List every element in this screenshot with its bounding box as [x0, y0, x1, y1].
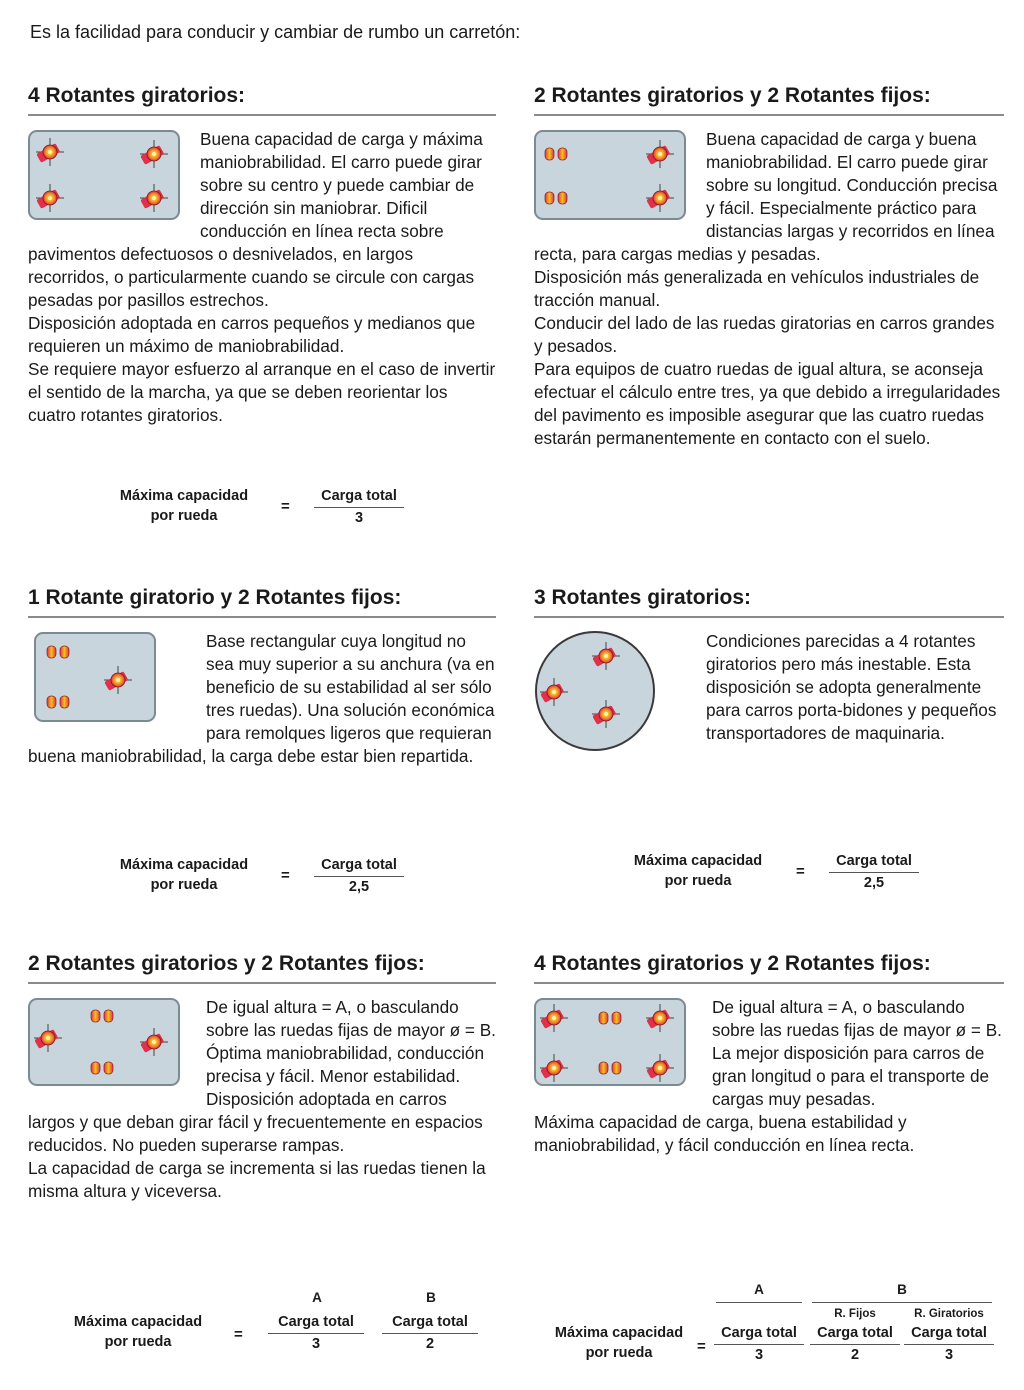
formula-denominator-b-fixed: 2: [850, 1347, 860, 1363]
paragraph: Condiciones parecidas a 4 rotantes giratorios pero más inestable. Esta disposición se adopta generalmente para carros porta-bidones y pequeños transportadores de maquinaria.: [706, 631, 997, 743]
formula-denominator: 2,5: [863, 875, 885, 891]
paragraph: La mejor disposición para carros de gran longitud o para el transporte de cargas muy pesadas.: [712, 1043, 990, 1109]
formula-left-line2: por rueda: [664, 873, 732, 889]
paragraph: Para equipos de cuatro ruedas de igual altura, se aconseja efectuar el cálculo entre tres, ya que debido a irregularidades del pavimento es imposible asegurar que las cuatro ruedas estarán permanentemente en contacto con el suelo.: [534, 359, 1001, 448]
formula-left-line2: por rueda: [104, 1334, 172, 1350]
paragraph: Disposición más generalizada en vehículos industriales de tracción manual.: [534, 267, 980, 310]
cart-diagram-4-swivel-2-fixed: [534, 998, 686, 1090]
formula-equals: =: [697, 1338, 706, 1355]
formula-numerator: Carga total: [829, 851, 919, 873]
paragraph: Buena capacidad de carga y buena maniobrabilidad. El carro puede girar sobre su longitud. Conducción precisa y fácil. Especialmente práctico para distancias largas y recorridos en línea recta, para cargas medias y pesadas.: [534, 129, 998, 264]
paragraph: De igual altura = A, o basculando sobre las ruedas fijas de mayor ø = B.: [206, 997, 496, 1040]
formula-label-a: A: [312, 1290, 322, 1305]
formula-denominator-a: 3: [754, 1347, 764, 1363]
formula-denominator-b: 2: [425, 1336, 435, 1352]
section-title: 3 Rotantes giratorios:: [534, 586, 1004, 618]
formula-left-line1: Máxima capacidad: [633, 853, 763, 869]
formula-numerator-b-fixed: Carga total: [810, 1323, 900, 1345]
formula-numerator-a: Carga total: [714, 1323, 804, 1345]
section-1-swivel-2-fixed: [28, 586, 496, 768]
section-4-swivel: [28, 84, 496, 427]
formula-numerator: Carga total: [314, 486, 404, 508]
section-3-swivel: [534, 586, 1004, 756]
cart-diagram-1-swivel-2-fixed: [34, 632, 158, 724]
paragraph: Base rectangular cuya longitud no sea muy superior a su anchura (va en beneficio de su estabilidad al ser sólo tres ruedas). Una solución económica para remolques ligeros que requieran buena maniobrabilidad, la carga debe estar bien repartida.: [28, 631, 495, 766]
formula-label-b: B: [426, 1290, 436, 1305]
paragraph: Se requiere mayor esfuerzo al arranque en el caso de invertir el sentido de la marcha, ya que se deben reorientar los cuatro rotantes giratorios.: [28, 359, 496, 425]
formula-denominator: 3: [354, 510, 364, 526]
paragraph: Máxima capacidad de carga, buena estabilidad y maniobrabilidad, y fácil conducción en línea recta.: [534, 1112, 915, 1155]
formula-left-line1: Máxima capacidad: [73, 1314, 203, 1330]
paragraph: Óptima maniobrabilidad, conducción precisa y fácil. Menor estabilidad.: [206, 1043, 485, 1086]
cart-diagram-4-swivel: [28, 130, 180, 222]
formula-4-swivel-2-fixed: [540, 1278, 1002, 1378]
paragraph: De igual altura = A, o basculando sobre las ruedas fijas de mayor ø = B.: [712, 997, 1002, 1040]
section-2-swivel-2-fixed-staggered: [28, 952, 496, 1203]
formula-equals: =: [281, 498, 290, 515]
intro-text: Es la facilidad para conducir y cambiar de rumbo un carretón:: [30, 22, 521, 42]
cart-diagram-2-swivel-2-fixed: [534, 130, 686, 222]
cart-diagram-2-swivel-2-fixed-staggered: [28, 998, 180, 1090]
formula-1-swivel-2-fixed: [108, 855, 408, 899]
formula-denominator: 2,5: [348, 879, 370, 895]
paragraph: Buena capacidad de carga y máxima maniobrabilidad. El carro puede girar sobre su centro y puede cambiar de dirección sin maniobrar. Dificil conducción en línea recta sobre pavimentos defectuosos o desnivelados, en largos recorridos, o particularmente cuando se circule con cargas pesadas por pasillos estrechos.: [28, 129, 483, 310]
section-2-swivel-2-fixed: [534, 84, 1004, 450]
formula-4-swivel: [108, 486, 408, 530]
cart-diagram-3-swivel: [534, 630, 656, 752]
paragraph: Disposición adoptada en carros pequeños y medianos que requieren un máximo de maniobrabilidad.: [28, 313, 476, 356]
section-title: 4 Rotantes giratorios y 2 Rotantes fijos:: [534, 952, 1004, 984]
formula-equals: =: [281, 867, 290, 884]
section-title: 1 Rotante giratorio y 2 Rotantes fijos:: [28, 586, 496, 618]
formula-left-line2: por rueda: [150, 877, 218, 893]
formula-sublabel-swivel: R. Giratorios: [914, 1308, 984, 1320]
formula-left-line2: por rueda: [150, 508, 218, 524]
section-title: 2 Rotantes giratorios y 2 Rotantes fijos:: [28, 952, 496, 984]
formula-left-line2: por rueda: [585, 1345, 653, 1361]
formula-left-line1: Máxima capacidad: [554, 1325, 684, 1341]
formula-sublabel-fixed: R. Fijos: [834, 1308, 876, 1320]
section-title: 4 Rotantes giratorios:: [28, 84, 496, 116]
formula-numerator-b: Carga total: [382, 1312, 478, 1334]
section-title: 2 Rotantes giratorios y 2 Rotantes fijos:: [534, 84, 1004, 116]
formula-numerator-a: Carga total: [268, 1312, 364, 1334]
section-4-swivel-2-fixed: [534, 952, 1004, 1157]
formula-left-line1: Máxima capacidad: [119, 488, 249, 504]
formula-label-a: A: [754, 1282, 764, 1297]
formula-2-swivel-2-fixed-staggered: [58, 1290, 478, 1360]
formula-numerator-b-swivel: Carga total: [904, 1323, 994, 1345]
formula-equals: =: [234, 1326, 243, 1343]
formula-denominator-a: 3: [311, 1336, 321, 1352]
formula-3-swivel: [622, 851, 922, 895]
formula-equals: =: [796, 863, 805, 880]
formula-left-line1: Máxima capacidad: [119, 857, 249, 873]
formula-label-b: B: [897, 1282, 907, 1297]
paragraph: La capacidad de carga se incrementa si las ruedas tienen la misma altura y viceversa.: [28, 1158, 486, 1201]
paragraph: Disposición adoptada en carros largos y que deban girar fácil y frecuentemente en espacios reducidos. No pueden superarse rampas.: [28, 1089, 483, 1155]
paragraph: Conducir del lado de las ruedas giratorias en carros grandes y pesados.: [534, 313, 995, 356]
formula-numerator: Carga total: [314, 855, 404, 877]
formula-denominator-b-swivel: 3: [944, 1347, 954, 1363]
